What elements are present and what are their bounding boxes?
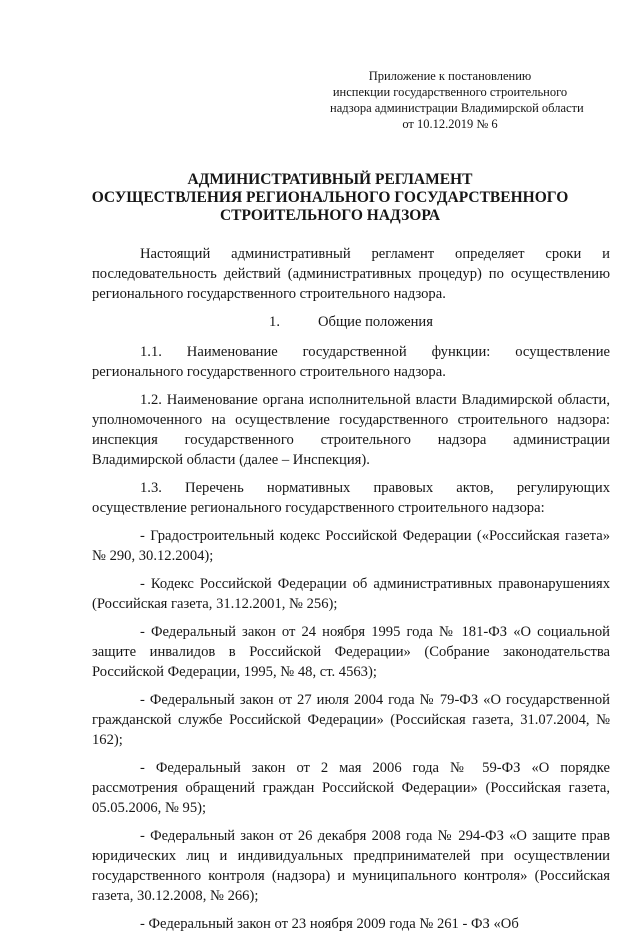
section-number: 1.: [269, 314, 280, 330]
section-title: Общие положения: [317, 314, 433, 330]
appendix-line: инспекции государственного строительного: [332, 85, 568, 99]
paragraph-1-2: 1.2. Наименование органа исполнительной власти Владимирской области, уполномоченного на осуществление государственного строительного надзора: инспекция государственного строительного надзора администрации Владимирской области (далее – Инспекция).: [92, 392, 610, 468]
appendix-line: Приложение к постановлению: [368, 69, 532, 83]
list-item: - Федеральный закон от 26 декабря 2008 года № 294-ФЗ «О защите прав юридических лиц и индивидуальных предпринимателей при осуществлении государственного контроля (надзора) и муниципального контроля» (Российская газета, 30.12.2008, № 266);: [92, 828, 610, 904]
list-item: - Федеральный закон от 2 мая 2006 года № 59-ФЗ «О порядке рассмотрения обращений граждан Российской Федерации» (Российская газета, 05.05.2006, № 95);: [92, 760, 610, 816]
list-item: - Федеральный закон от 23 ноября 2009 года № 261 - ФЗ «Об: [140, 916, 519, 932]
list-item: - Федеральный закон от 27 июля 2004 года № 79-ФЗ «О государственной гражданской службе Российской Федерации» (Российская газета, 31.07.2004, № 162);: [92, 692, 610, 748]
document-title: [60, 171, 600, 225]
list-item: - Кодекс Российской Федерации об административных правонарушениях (Российская газета, 31.12.2001, № 256);: [92, 576, 610, 612]
appendix-line: от 10.12.2019 № 6: [402, 117, 498, 131]
section-heading: [92, 312, 610, 332]
intro-paragraph: Настоящий административный регламент определяет сроки и последовательность действий (административных процедур) по осуществлению регионального государственного строительного надзора.: [92, 246, 610, 302]
paragraph-1-3: 1.3. Перечень нормативных правовых актов, регулирующих осуществление регионального государственного строительного надзора:: [92, 480, 610, 516]
document-body: [92, 244, 610, 942]
list-item: - Градостроительный кодекс Российской Федерации («Российская газета» № 290, 30.12.2004);: [92, 528, 610, 564]
title-line: АДМИНИСТРАТИВНЫЙ РЕГЛАМЕНТ: [187, 171, 473, 188]
appendix-note: [330, 68, 584, 132]
title-line: ОСУЩЕСТВЛЕНИЯ РЕГИОНАЛЬНОГО ГОСУДАРСТВЕННОГО: [91, 189, 569, 206]
appendix-line: надзора администрации Владимирской области: [330, 101, 584, 115]
paragraph-1-1: 1.1. Наименование государственной функции: осуществление регионального государственного строительного надзора.: [92, 344, 610, 380]
title-line: СТРОИТЕЛЬНОГО НАДЗОРА: [219, 207, 441, 224]
list-item: - Федеральный закон от 24 ноября 1995 года № 181-ФЗ «О социальной защите инвалидов в Российской Федерации» (Собрание законодательства Российской Федерации, 1995, № 48, ст. 4563);: [92, 624, 610, 680]
